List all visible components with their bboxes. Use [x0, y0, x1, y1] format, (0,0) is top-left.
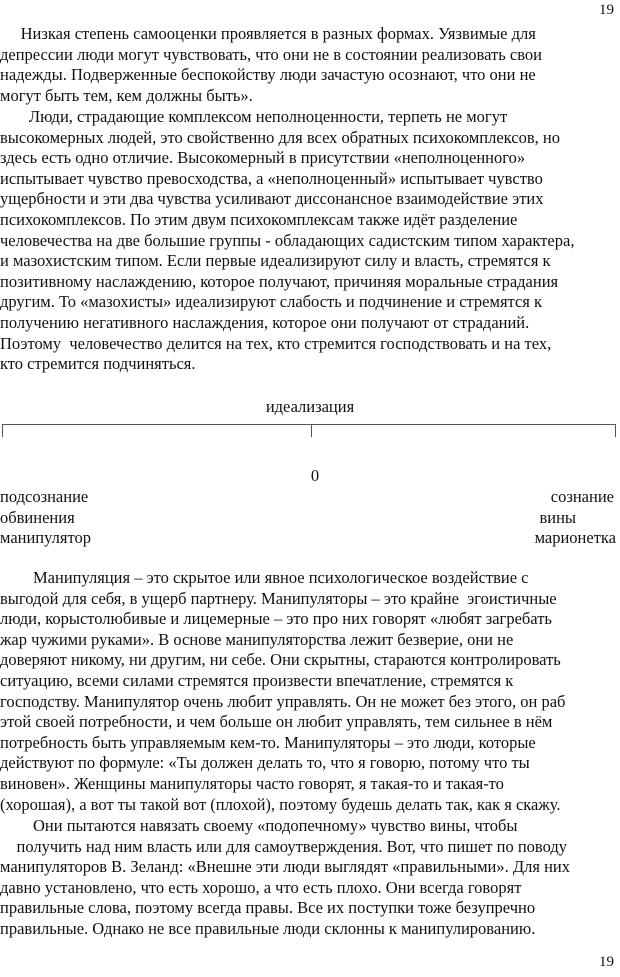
text-line: другим. То «мазохисты» идеализируют слабость и подчинение и стремятся к [0, 292, 543, 312]
diagram-axis [2, 424, 616, 437]
text-line: действуют по формуле: «Ты должен делать то, что я говорю, потому что ты [0, 753, 530, 773]
text-line: господству. Манипулятор очень любит управлять. Он не может без этого, он раб [0, 691, 566, 711]
text-line: правильные. Однако не все правильные люди склонны к манипулированию. [0, 918, 536, 938]
text-line: этой своей потребности, и чем больше он любит управлять, тем сильнее в нём [0, 712, 553, 732]
text-line: высокомерных людей, это свойственно для всех обратных психокомплексов, но [0, 127, 560, 147]
text-line: получить над ним власть или для самоутверждения. Вот, что пишет по поводу [0, 836, 568, 856]
diagram-center-label: 0 [310, 466, 320, 485]
diagram-left-term: подсознание [0, 487, 89, 506]
text-line: давно установлено, что есть хорошо, а что есть плохо. Они всегда говорят [0, 877, 522, 897]
page-number-top: 19 [599, 2, 614, 18]
paragraph-1 [0, 24, 616, 106]
paragraph-3 [0, 568, 616, 815]
diagram-right-term: марионетка [534, 528, 616, 547]
text-line: Поэтому человечество делится на тех, кто стремится господствовать и на тех, [0, 333, 552, 353]
diagram-title: идеализация [265, 397, 355, 416]
paragraph-2 [0, 107, 616, 375]
diagram-right-term: вины [539, 508, 576, 527]
text-line: ситуацию, всеми силами стремятся произвести впечатление, стремятся к [0, 670, 514, 690]
text-line: правильные слова, поэтому всегда правы. Все их поступки тоже безупречно [0, 898, 536, 918]
text-line: ущербности и эти два чувства усиливают диссонансное взаимодействие этих [0, 189, 544, 209]
text-line: испытывает чувство превосходства, а «неполноценный» испытывает чувство [0, 168, 543, 188]
text-line: люди, корыстолюбивые и лицемерные – это про них говорят «любят загребать [0, 609, 552, 629]
paragraph-4 [0, 816, 616, 940]
axis-tick-right [615, 425, 616, 437]
diagram-left-term: обвинения [0, 508, 75, 527]
text-line: депрессии люди могут чувствовать, что они не в состоянии реализовать свои [0, 44, 542, 64]
text-line: получению негативного наслаждения, которое они получают от страданий. [0, 312, 530, 332]
diagram-right-term: сознание [550, 487, 614, 506]
text-line: и мазохистским типом. Если первые идеализируют силу и власть, стремятся к [0, 251, 551, 271]
text-line: Манипуляция – это скрытое или явное психологическое воздействие с [0, 568, 529, 587]
text-line: виновен». Женщины манипуляторы часто говорят, я такая-то и такая-то [0, 773, 504, 793]
text-line: (хорошая), а вот ты такой вот (плохой), поэтому будешь делать так, как я скажу. [0, 794, 561, 814]
text-line: Они пытаются навязать своему «подопечному» чувство вины, чтобы [0, 816, 518, 835]
text-line: психокомплексов. По этим двум психокомплексам также идёт разделение [0, 209, 518, 229]
text-line: позитивному наслаждению, которое получают, причиняя моральные страдания [0, 271, 559, 291]
text-line: доверяют никому, ни другим, ни себе. Они скрытны, стараются контролировать [0, 650, 561, 670]
axis-tick-center [311, 425, 312, 437]
text-line: кто стремится подчиняться. [0, 354, 196, 374]
text-line: выгодой для себя, в ущерб партнеру. Манипуляторы – это крайне эгоистичные [0, 588, 557, 608]
axis-tick-left [2, 425, 3, 437]
text-line: надежды. Подверженные беспокойству люди зачастую осознают, что они не [0, 65, 536, 85]
text-line: могут быть тем, кем должны быть». [0, 85, 253, 105]
text-line: здесь есть одно отличие. Высокомерный в присутствии «неполноценного» [0, 148, 526, 168]
text-line: Люди, страдающие комплексом неполноценности, терпеть не могут [0, 107, 508, 126]
text-line: потребность быть управляемым кем-то. Манипуляторы – это люди, которые [0, 732, 536, 752]
text-line: человечества на две большие группы - обладающих садистским типом характера, [0, 230, 575, 250]
text-line: жар чужими руками». В основе манипуляторства лежит безверие, они не [0, 629, 514, 649]
text-line: манипуляторов В. Зеланд: «Внешне эти люди выглядят «правильными». Для них [0, 857, 570, 877]
text-line: Низкая степень самооценки проявляется в разных формах. Уязвимые для [0, 24, 536, 43]
page-number-bottom: 19 [599, 954, 614, 970]
diagram-left-term: манипулятор [0, 528, 91, 547]
